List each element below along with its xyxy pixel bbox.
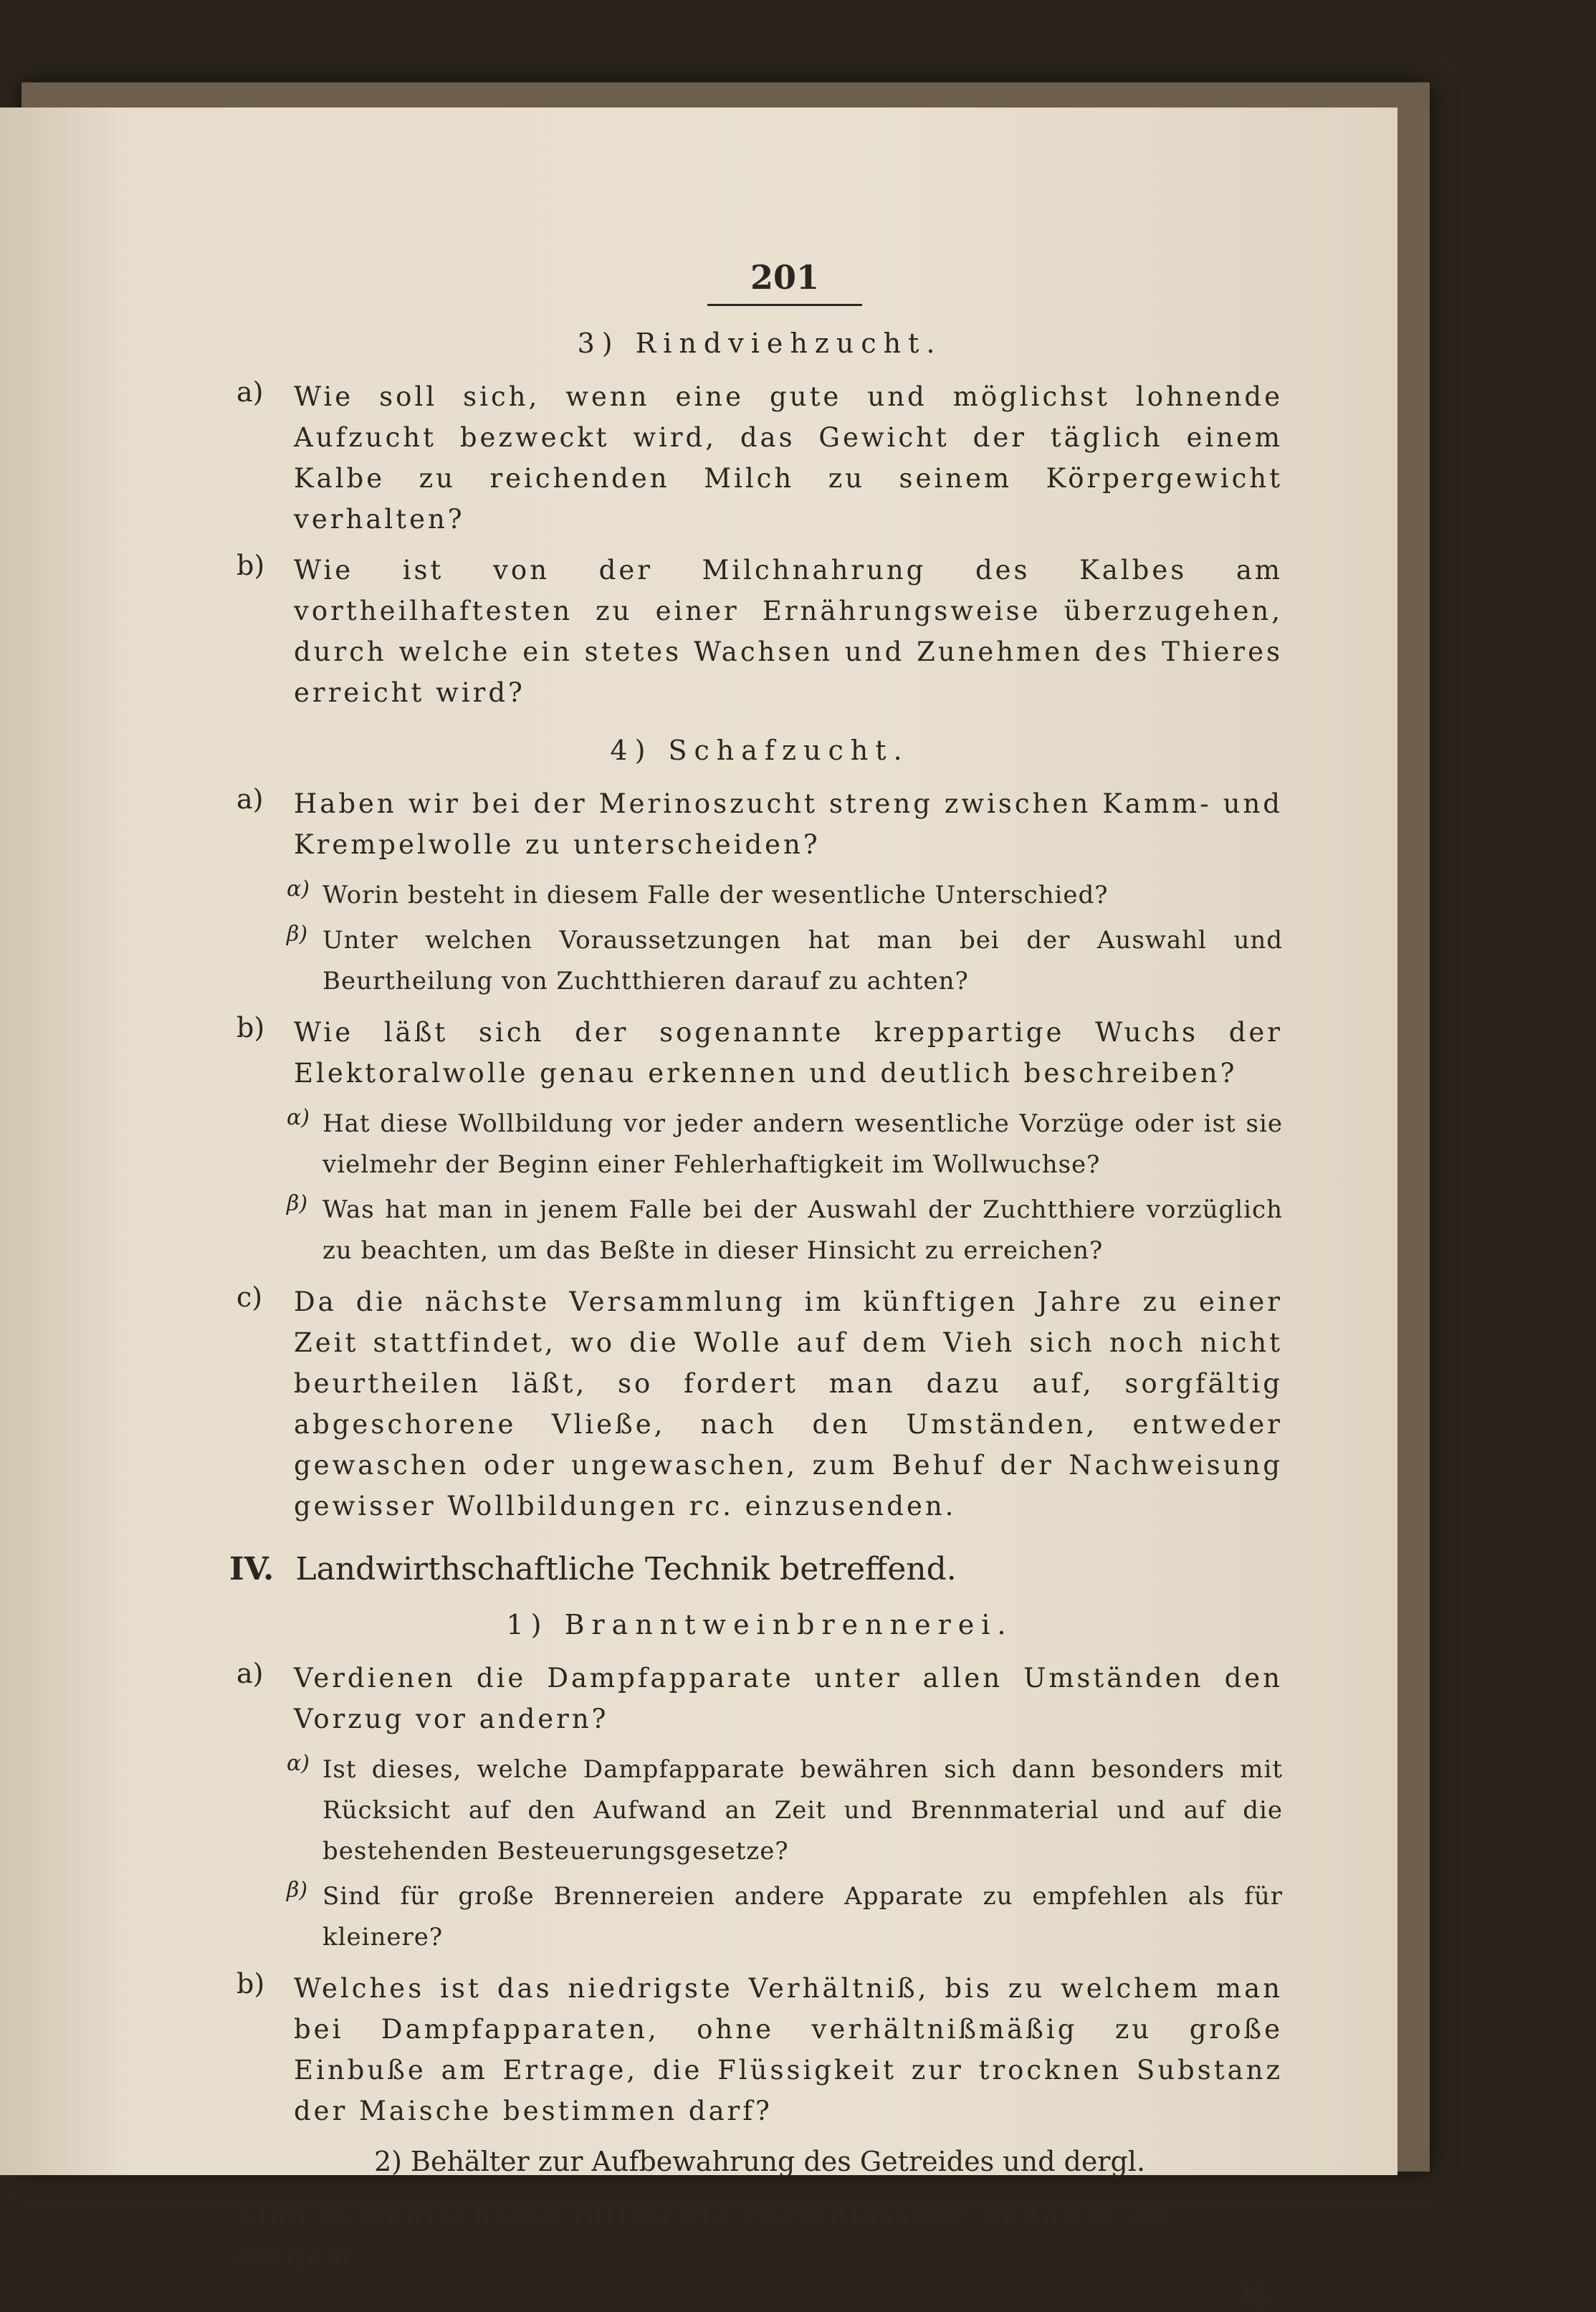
question-text: Verdienen die Dampfapparate unter allen Umständen den Vorzug vor andern?: [294, 1663, 1283, 1734]
subquestion-label: β): [287, 1191, 308, 1216]
subquestion-iv1a-alpha: [236, 1749, 1283, 1872]
signature-mark: 26: [1233, 2280, 1268, 2312]
book-page: [0, 108, 1397, 2312]
subquestion-label: β): [287, 1878, 308, 1903]
subquestion-4b-alpha: [236, 1104, 1283, 1185]
subquestion-text: Ist dieses, welche Dampfapparate bewähren sich dann besonders mit Rücksicht auf den Aufwand an Zeit und Brennmaterial und auf die bestehenden Besteuerungsgesetze?: [322, 1755, 1283, 1866]
heading-branntweinbrennerei: 1) Branntweinbrennerei.: [506, 1609, 1013, 1640]
question-text: Wie soll sich, wenn eine gute und möglichst lohnende Aufzucht bezweckt wird, das Gewicht der täglich einem Kalbe zu reichenden Milch zu seinem Körpergewicht verhalten?: [294, 381, 1283, 535]
question-iv1a: [236, 1658, 1283, 1739]
subquestion-text: Was hat man in jenem Falle bei der Auswahl der Zuchtthiere vorzüglich zu beachten, um das Beßte in dieser Hinsicht zu erreichen?: [322, 1195, 1283, 1265]
page-content: [229, 258, 1283, 2312]
page-number-wrap: [287, 258, 1283, 306]
question-4c: [236, 1281, 1283, 1527]
heading-behaelter: 2) Behälter zur Aufbewahrung des Getreides und dergl.: [373, 2146, 1146, 2177]
subquestion-label: α): [287, 876, 310, 902]
subquestion-text: Hat diese Wollbildung vor jeder andern wesentliche Vorzüge oder ist sie vielmehr der Beginn einer Fehlerhaftigkeit im Wollwuchse?: [322, 1109, 1283, 1179]
section-iv-title: [229, 1551, 1283, 1587]
heading-rindviehzucht: 3) Rindviehzucht.: [577, 328, 942, 359]
subquestion-4a-alpha: [236, 875, 1283, 916]
heading-schafzucht: 4) Schafzucht.: [610, 735, 909, 766]
subquestion-4a-beta: [236, 920, 1283, 1002]
paragraph-behaelter: Sind in Deutschland luftdichte verschlossene Behälter zu obigem: [236, 2199, 1168, 2271]
question-text: Da die nächste Versammlung im künftigen Jahre zu einer Zeit stattfindet, wo die Wolle auf dem Vieh sich noch nicht beurtheilen läßt, so fordert man dazu auf, sorgfältig abgeschorene Vließe, nach den Umständen, entweder gewaschen oder ungewaschen, zum Behuf der Nachweisung gewisser Wollbildungen rc. einzusenden.: [294, 1286, 1283, 1522]
question-text: Welches ist das niedrigste Verhältniß, bis zu welchem man bei Dampfapparaten, ohne verhältnißmäßig zu große Einbuße am Ertrage, die Flüssigkeit zur trocknen Substanz der Maische bestimmen darf?: [294, 1973, 1283, 2126]
subquestion-text: Sind für große Brennereien andere Apparate zu empfehlen als für kleinere?: [322, 1882, 1283, 1952]
subquestion-text: Worin besteht in diesem Falle der wesentliche Unterschied?: [322, 881, 1109, 909]
subquestion-label: β): [287, 922, 308, 947]
question-label: a): [236, 783, 264, 815]
question-3b: [236, 550, 1283, 713]
question-text: Haben wir bei der Merinoszucht streng zwischen Kamm- und Krempelwolle zu unterscheiden?: [294, 788, 1283, 860]
page-number: 201: [707, 258, 862, 306]
question-label: c): [236, 1281, 263, 1313]
question-4b: [236, 1012, 1283, 1094]
question-3a: [236, 376, 1283, 540]
section-roman-numeral: IV.: [229, 1551, 274, 1587]
question-4a: [236, 783, 1283, 865]
subquestion-label: α): [287, 1751, 310, 1776]
question-text: Wie ist von der Milchnahrung des Kalbes am vortheilhaftesten zu einer Ernährungsweise überzugehen, durch welche ein stetes Wachsen und Zunehmen des Thieres erreicht wird?: [294, 555, 1283, 708]
question-label: b): [236, 550, 265, 581]
subquestion-iv1a-beta: [236, 1876, 1283, 1958]
question-label: a): [236, 376, 264, 408]
section-title-text: Landwirthschaftliche Technik betreffend.: [295, 1551, 957, 1587]
question-label: b): [236, 1012, 265, 1043]
question-label: a): [236, 1658, 264, 1689]
subquestion-4b-beta: [236, 1190, 1283, 1271]
question-text: Wie läßt sich der sogenannte kreppartige Wuchs der Elektoralwolle genau erkennen und deutlich beschreiben?: [294, 1017, 1283, 1089]
subquestion-text: Unter welchen Voraussetzungen hat man bei der Auswahl und Beurtheilung von Zuchtthieren darauf zu achten?: [322, 926, 1283, 995]
question-label: b): [236, 1968, 265, 2000]
subquestion-label: α): [287, 1105, 310, 1130]
question-iv1b: [236, 1968, 1283, 2131]
